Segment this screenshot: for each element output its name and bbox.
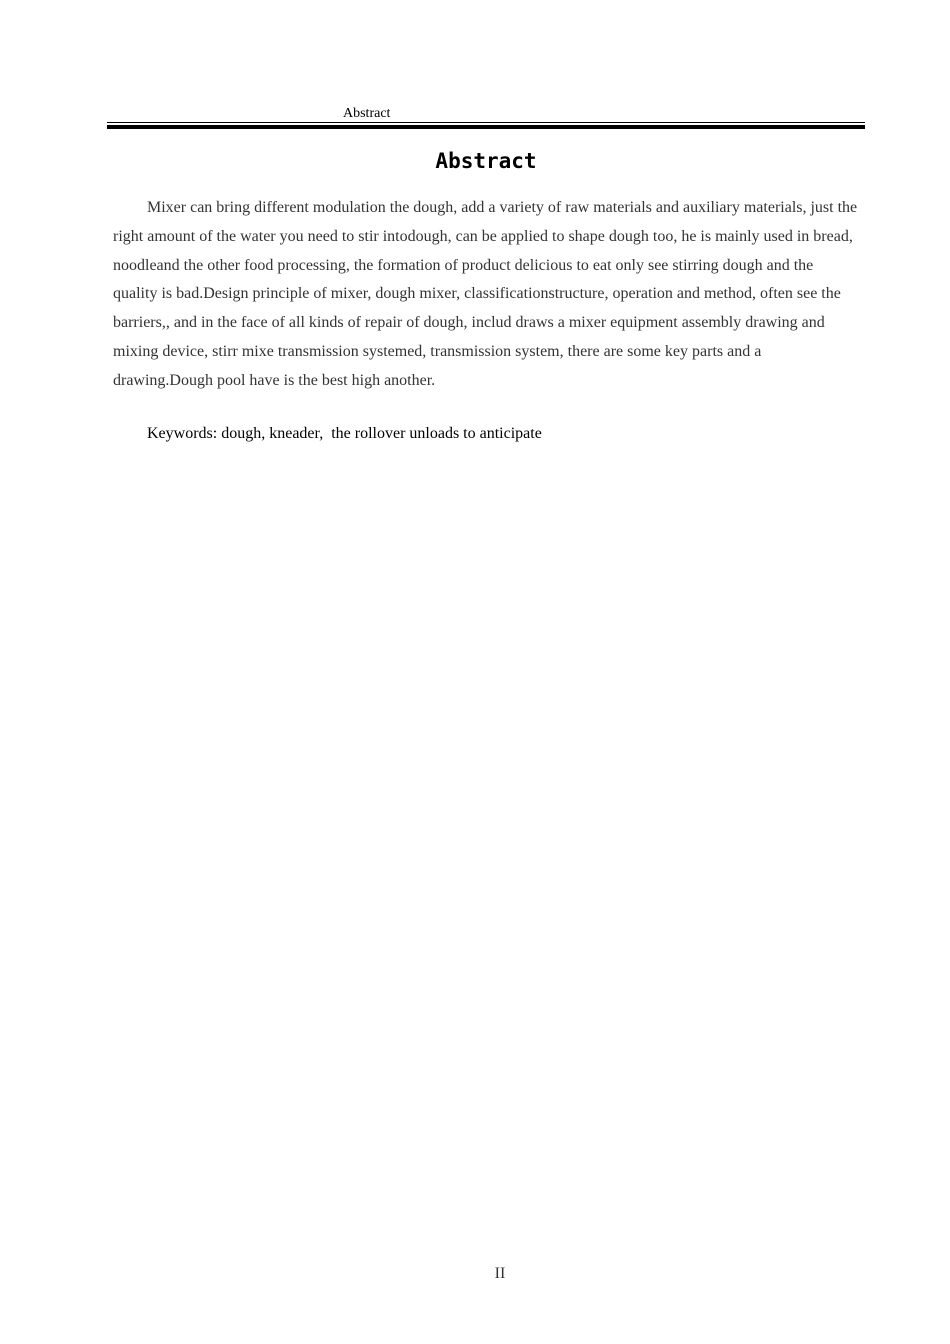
- abstract-paragraph: Mixer can bring different modulation the dough, add a variety of raw materials and auxiliary materials, just the right amount of the water you need to stir intodough, can be applied to shape dough too, he is mainly used in bread, noodleand the other food processing, the formation of product delicious to eat only see stirring dough and the quality is bad.Design principle of mixer, dough mixer, classificationstructure, operation and method, often see the barriers,, and in the face of all kinds of repair of dough, includ draws a mixer equipment assembly drawing and mixing device, stirr mixe transmission systemed, transmission system, there are some key parts and a drawing.Dough pool have is the best high another.: [113, 199, 858, 389]
- header-rule-thick: [107, 125, 865, 129]
- header-rule-thin: [107, 122, 865, 123]
- page-number: II: [494, 1265, 506, 1282]
- running-header: Abstract: [343, 106, 391, 121]
- page-title: Abstract: [435, 149, 537, 173]
- keywords-line: Keywords: dough, kneader, the rollover unloads to anticipate: [147, 425, 542, 442]
